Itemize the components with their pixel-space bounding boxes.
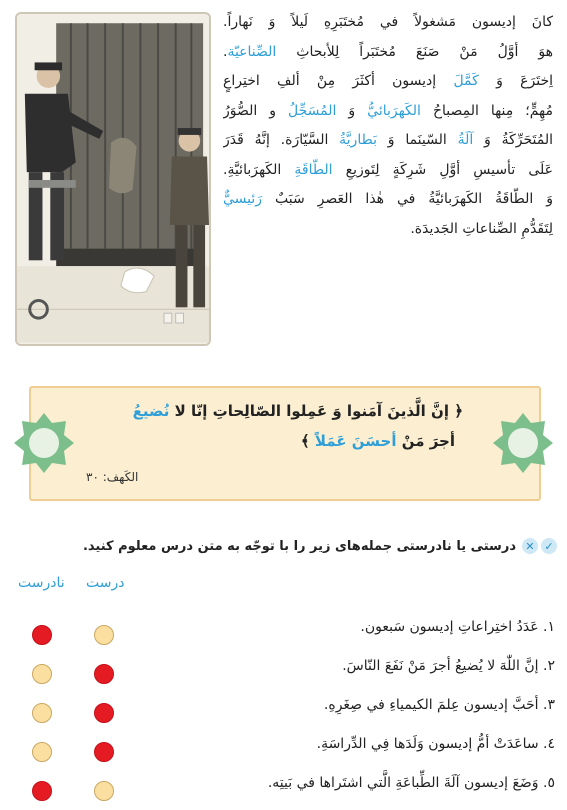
passage-line bbox=[223, 126, 553, 156]
passage-line bbox=[223, 8, 553, 38]
statement-text: ٣. أحَبَّ إديسون عِلمَ الكيمياءِ في صِغَرِهِ. bbox=[323, 697, 555, 713]
exercise-title bbox=[83, 538, 557, 554]
passage-line bbox=[223, 67, 553, 97]
exercise-instruction: درستی یا نادرستی جمله‌های زیر را با توجّه به متن درس معلوم کنید. bbox=[82, 538, 516, 554]
highlighted-word: الكَهرَبائيُّ bbox=[367, 102, 421, 119]
text-segment: الكَهرَبائيَّةِ. bbox=[223, 161, 295, 178]
statement-text: ٢. إنَّ اللّٰهَ لا يُضيعُ أجرَ مَنْ نَفَعَ النّاسَ. bbox=[342, 658, 555, 674]
incorrect-radio[interactable] bbox=[32, 625, 52, 645]
incorrect-radio[interactable] bbox=[32, 781, 52, 801]
exercise-row bbox=[0, 655, 567, 685]
train-scene-illustration bbox=[17, 14, 209, 344]
exercise-row bbox=[0, 694, 567, 724]
text-segment: ﴿ إنَّ الَّذينَ آمَنوا وَ عَمِلوا الصّالِحاتِ إنّا لا bbox=[169, 402, 463, 420]
text-segment: إديسون أكثَرَ مِنْ ألفِ اختِراعٍ bbox=[223, 73, 454, 89]
incorrect-radio[interactable] bbox=[32, 742, 52, 762]
illustration bbox=[15, 12, 211, 346]
text-segment: مُهِمٍّ؛ مِنها المِصباحُ bbox=[420, 102, 553, 119]
passage-line bbox=[223, 215, 553, 245]
exercise-row bbox=[0, 733, 567, 763]
exercise-row bbox=[0, 616, 567, 646]
highlighted-word: نُضيعُ bbox=[132, 402, 170, 420]
decorative-badge-right-icon bbox=[491, 411, 555, 475]
column-incorrect-header: نادرست bbox=[18, 575, 65, 591]
text-segment: كانَ إديسون مَشغولاً في مُختَبَرِهِ لَيلاً وَ نَهاراً. bbox=[223, 14, 553, 30]
text-segment: وَ الطّاقَةُ الكَهرَبائيَّةُ في هٰذا العَصرِ سَبَبٌ bbox=[262, 191, 553, 207]
verse-line-1 bbox=[103, 396, 463, 426]
highlighted-word: الصِّناعيّة bbox=[227, 43, 277, 60]
highlighted-word: رَئيسيٌّ bbox=[223, 191, 263, 207]
check-icon: ✓ bbox=[541, 538, 557, 554]
correct-radio[interactable] bbox=[94, 625, 114, 645]
correct-radio[interactable] bbox=[94, 781, 114, 801]
correct-radio[interactable] bbox=[94, 742, 114, 762]
text-segment: أجرَ مَنْ bbox=[396, 432, 455, 450]
text-segment: السَّيّارَة. إنَّهُ قَدَرَ bbox=[223, 132, 340, 148]
correct-radio[interactable] bbox=[94, 703, 114, 723]
statement-text: ١. عَدَدُ اختِراعاتِ إديسون سَبعون. bbox=[360, 619, 555, 635]
passage-line bbox=[223, 97, 553, 127]
exercise-icons bbox=[522, 538, 557, 554]
text-segment: لِتَقَدُّمِ الصِّناعاتِ الجَديدَة. bbox=[410, 220, 553, 237]
passage-line bbox=[223, 38, 553, 68]
statement-text: ٤. ساعَدَتْ أمُّ إديسون وَلَدَها فِي الدِّراسَةِ. bbox=[316, 736, 555, 752]
text-segment: و الصُّوَرُ bbox=[223, 102, 289, 119]
cross-icon: ✕ bbox=[522, 538, 538, 554]
incorrect-radio[interactable] bbox=[32, 703, 52, 723]
text-segment: وَ bbox=[336, 102, 368, 119]
highlighted-word: بَطاريَّةُ bbox=[339, 132, 377, 148]
statement-text: ٥. وَضَعَ إديسون آلَةَ الطِّباعَةِ الَّتي اشتَراها في بَيتِه. bbox=[267, 775, 555, 791]
text-segment: عَلَى تأسيسِ أوَّلِ شَرِكَةٍ لِتَوزيعِ bbox=[332, 161, 553, 178]
text-segment: المُتَحَرِّكَةُ وَ bbox=[473, 132, 553, 148]
highlighted-word: أحسَنَ bbox=[351, 432, 397, 450]
incorrect-radio[interactable] bbox=[32, 664, 52, 684]
exercise-row bbox=[0, 772, 567, 802]
correct-radio[interactable] bbox=[94, 664, 114, 684]
highlighted-word: آلَةُ bbox=[457, 132, 474, 148]
column-correct-header: درست bbox=[86, 575, 125, 591]
highlighted-word: كَمَّلَ bbox=[453, 73, 479, 89]
text-segment: السّينَما وَ bbox=[376, 132, 458, 148]
passage-line bbox=[223, 156, 553, 186]
text-segment: . bbox=[223, 43, 228, 60]
verse-line-2 bbox=[103, 426, 463, 456]
highlighted-word: عَمَلاً bbox=[314, 432, 347, 450]
decorative-badge-left-icon bbox=[12, 411, 76, 475]
text-segment: هوَ أوَّلُ مَنْ صَنَعَ مُختَبَراً لِلأبحاثِ bbox=[276, 43, 553, 60]
text-segment: ﴾ bbox=[300, 432, 315, 450]
text-segment: اِختَرَعَ وَ bbox=[478, 73, 553, 89]
passage-line bbox=[223, 185, 553, 215]
reading-passage bbox=[223, 8, 553, 244]
highlighted-word: المُسَجِّلُ bbox=[288, 102, 337, 119]
verse-reference: الكَهف: ٣٠ bbox=[86, 470, 139, 484]
verse-text bbox=[103, 396, 463, 456]
highlighted-word: الطّاقَةِ bbox=[294, 161, 333, 178]
